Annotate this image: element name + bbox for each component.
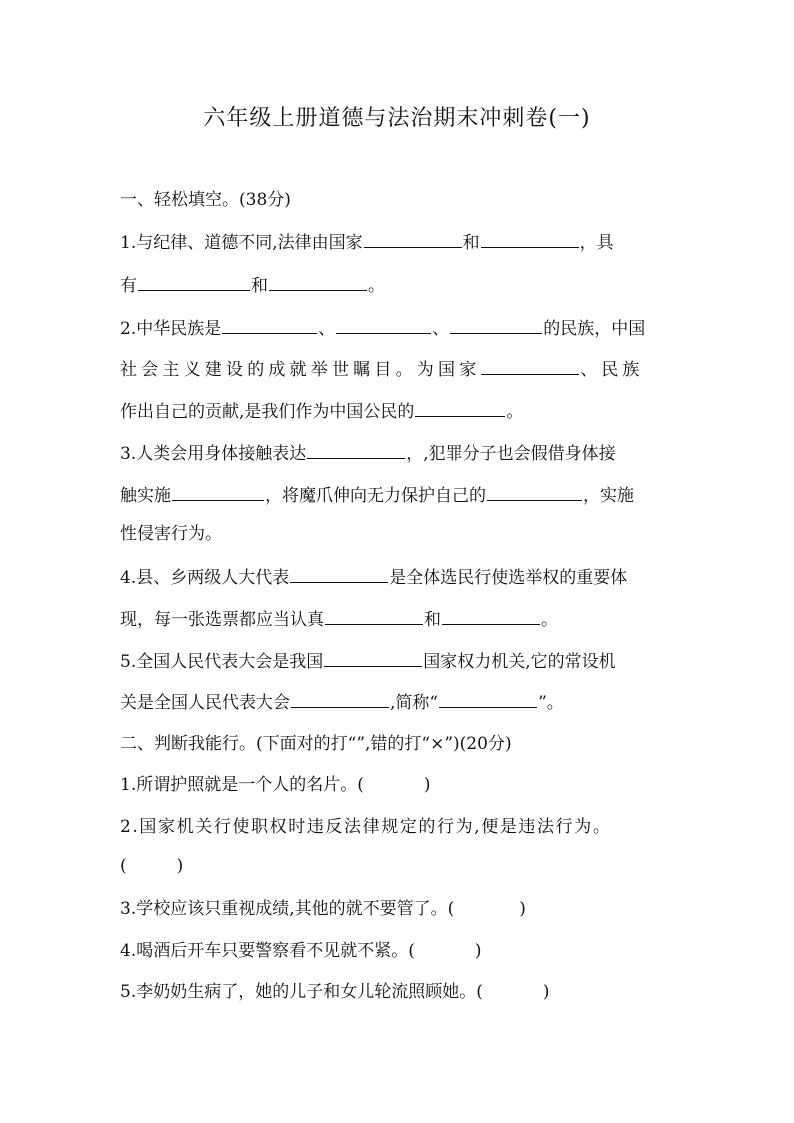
judge-text: 4.喝酒后开车只要警察看不见就不紧。( (120, 941, 415, 961)
section-1-heading: 一、轻松填空。(38分) (120, 190, 291, 210)
question-2-line-2 (120, 356, 680, 382)
close-paren: ) (542, 982, 550, 1002)
question-text: 4.县、乡两级人大代表 (120, 568, 290, 588)
question-text: 、 (432, 319, 450, 339)
question-3-line-2 (120, 482, 680, 508)
question-text: 作出自己的贡献,是我们作为中国公民的 (120, 402, 415, 422)
question-text: ，实施 (583, 486, 634, 506)
question-5-line-2 (120, 689, 680, 715)
question-1-line-1 (120, 229, 680, 255)
answer-blank[interactable] (291, 689, 389, 708)
answer-blank[interactable] (290, 564, 388, 583)
answer-blank[interactable] (364, 229, 462, 248)
answer-blank[interactable] (481, 229, 579, 248)
answer-blank[interactable] (450, 315, 542, 334)
judge-text: 5.李奶奶生病了，她的儿子和女儿轮流照顾她。( (120, 982, 483, 1002)
question-text: ，,犯罪分子也会假借身体接 (406, 444, 616, 464)
question-text: ，具 (579, 233, 614, 253)
section-2-heading: 二、判断我能行。(下面对的打“”,错的打“×”)(20分) (120, 734, 512, 754)
open-paren: ( (120, 856, 127, 876)
question-text: 国家权力机关,它的常设机 (423, 652, 616, 672)
question-text: ，将魔爪伸向无力保护自己的 (265, 486, 486, 506)
question-text: 、民族 (580, 360, 644, 380)
question-1-line-2 (120, 272, 680, 298)
question-4-line-2 (120, 606, 680, 632)
answer-blank[interactable] (481, 356, 579, 375)
question-text: ”。 (538, 693, 564, 713)
question-text: 1.与纪律、道德不同,法律由国家 (120, 233, 363, 253)
question-text: 是全体选民行使选举权的重要体 (389, 568, 628, 588)
question-2-line-1 (120, 315, 680, 341)
question-3-line-3 (120, 521, 680, 547)
question-text: 触实施 (120, 486, 171, 506)
question-4-line-1 (120, 564, 680, 590)
answer-blank[interactable] (307, 440, 405, 459)
page-title: 六年级上册道德与法治期末冲刺卷(一) (203, 106, 591, 131)
question-text: 和 (462, 233, 480, 253)
answer-blank[interactable] (487, 482, 582, 501)
judge-text: 1.所谓护照就是一个人的名片。( (120, 775, 364, 795)
judge-item-5 (120, 979, 680, 1005)
answer-blank[interactable] (336, 315, 431, 334)
question-text: 有 (120, 276, 137, 296)
answer-blank[interactable] (269, 272, 367, 291)
answer-blank[interactable] (138, 272, 250, 291)
question-text: 的民族，中国 (543, 319, 646, 339)
answer-blank[interactable] (324, 648, 422, 667)
question-text: 。 (541, 610, 558, 630)
close-paren: ) (176, 856, 184, 876)
close-paren: ) (423, 775, 431, 795)
question-text: 性侵害行为。 (120, 524, 222, 544)
question-text: 和 (251, 276, 268, 296)
judge-item-2-line-2 (120, 853, 680, 879)
question-text: ,简称“ (390, 693, 439, 713)
answer-blank[interactable] (439, 689, 537, 708)
question-text: 2.中华民族是 (120, 319, 222, 339)
question-text: 社会主义建设的成就举世瞩目。为国家 (120, 360, 481, 380)
judge-item-3 (120, 896, 680, 922)
answer-blank[interactable] (415, 398, 505, 417)
question-3-line-1 (120, 440, 680, 466)
answer-blank[interactable] (222, 315, 317, 334)
question-text: 现，每一张选票都应当认真 (120, 610, 324, 630)
question-text: 。 (506, 402, 524, 422)
judge-text: 2.国家机关行使职权时违反法律规定的行为,便是违法行为。 (120, 817, 612, 837)
judge-item-4 (120, 938, 680, 964)
judge-item-1 (120, 772, 680, 798)
question-text: 3.人类会用身体接触表达 (120, 444, 307, 464)
question-2-line-3 (120, 398, 680, 424)
answer-blank[interactable] (325, 606, 423, 625)
judge-item-2-line-1 (120, 814, 680, 840)
judge-text: 3.学校应该只重视成绩,其他的就不要管了。( (120, 899, 455, 919)
question-text: 关是全国人民代表大会 (120, 693, 290, 713)
question-text: 5.全国人民代表大会是我国 (120, 652, 324, 672)
answer-blank[interactable] (172, 482, 264, 501)
question-text: 、 (318, 319, 336, 339)
question-5-line-1 (120, 648, 680, 674)
question-text: 。 (368, 276, 385, 296)
close-paren: ) (519, 899, 526, 919)
question-text: 和 (424, 610, 441, 630)
close-paren: ) (474, 941, 482, 961)
answer-blank[interactable] (442, 606, 540, 625)
